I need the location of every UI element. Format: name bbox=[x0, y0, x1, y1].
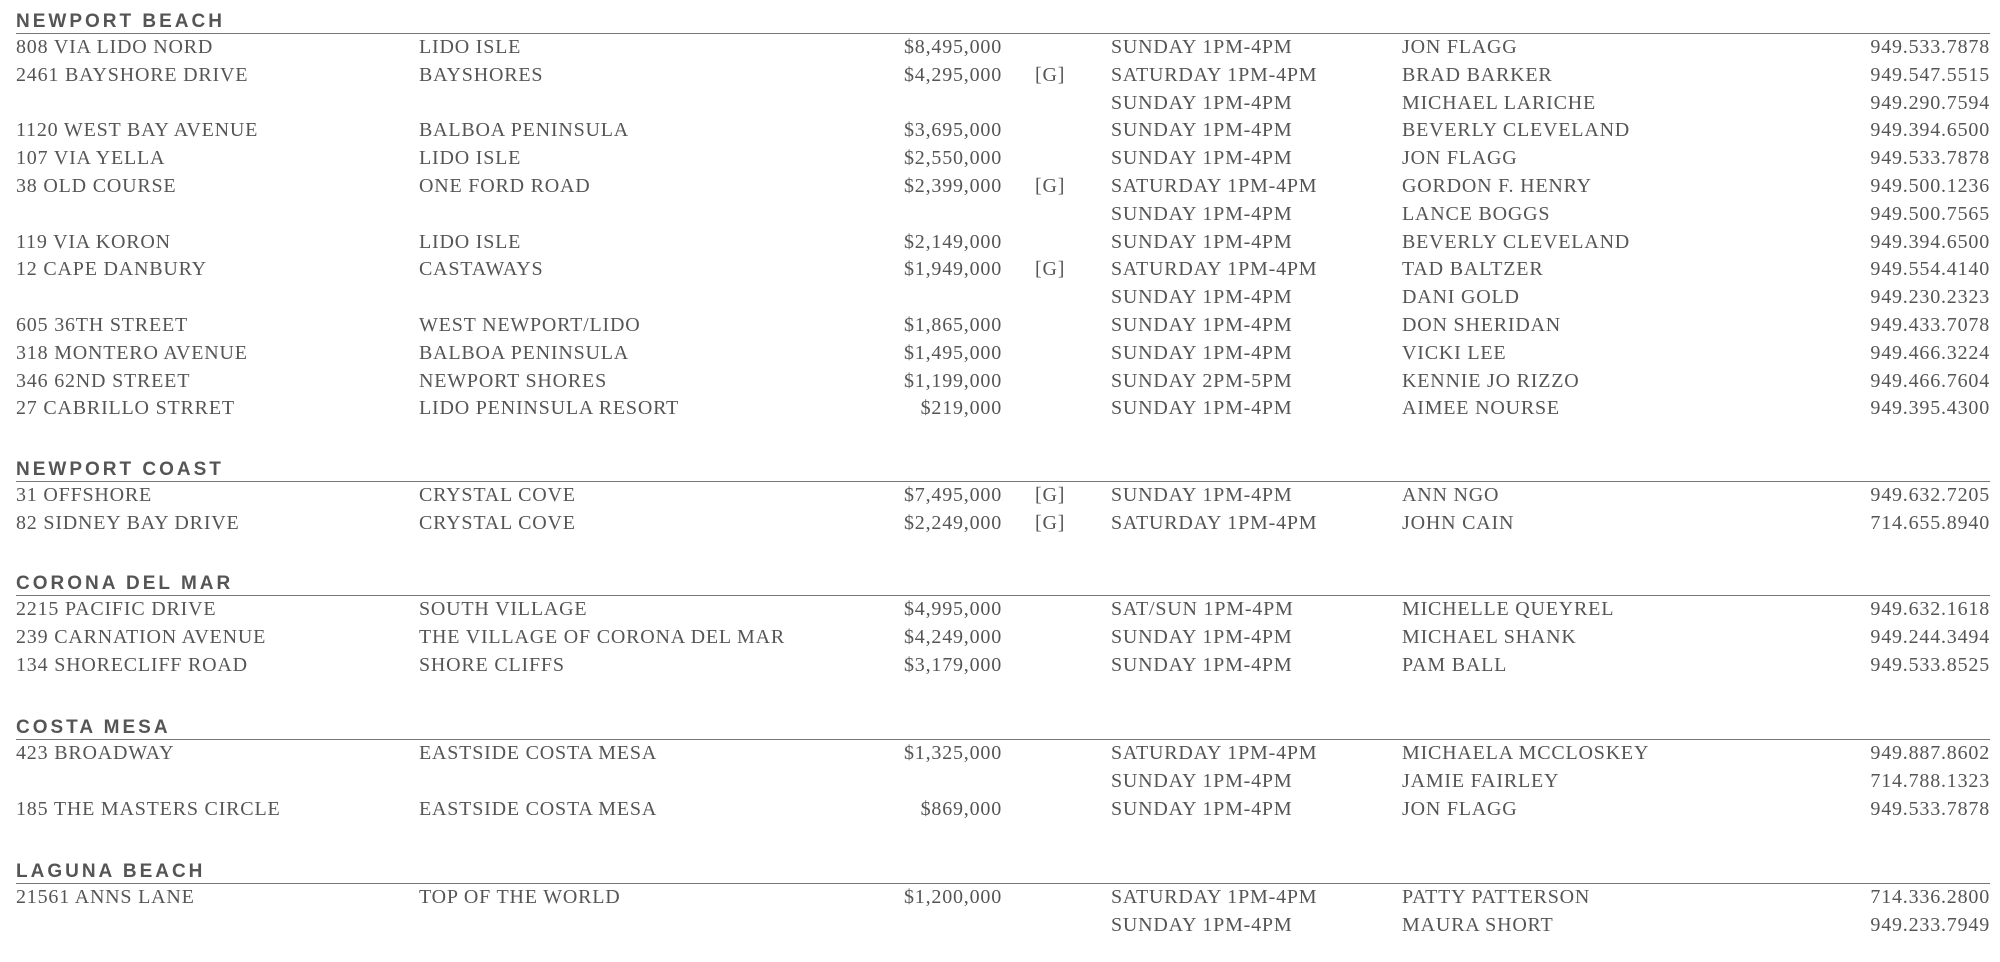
table-row bbox=[16, 256, 1990, 284]
table-row bbox=[16, 884, 1990, 912]
table-row bbox=[16, 62, 1990, 90]
listing-address: 119 VIA KORON bbox=[16, 230, 171, 253]
open-house-time: SUNDAY 1PM-4PM bbox=[1111, 769, 1293, 792]
listing-area: LIDO PENINSULA RESORT bbox=[419, 397, 680, 420]
agent-phone: 949.466.3224 bbox=[1870, 341, 1990, 364]
listing-price: $219,000 bbox=[920, 397, 1002, 420]
open-house-time: SATURDAY 1PM-4PM bbox=[1111, 174, 1318, 197]
open-house-time: SATURDAY 1PM-4PM bbox=[1111, 742, 1318, 764]
agent-phone: 949.533.8525 bbox=[1870, 653, 1990, 676]
open-house-time: SATURDAY 1PM-4PM bbox=[1111, 886, 1318, 908]
agent-name: DON SHERIDAN bbox=[1402, 313, 1562, 336]
listing-address: 21561 ANNS LANE bbox=[16, 886, 195, 908]
listing-address: 107 VIA YELLA bbox=[16, 147, 166, 170]
table-row bbox=[16, 368, 1990, 396]
agent-name: AIMEE NOURSE bbox=[1402, 397, 1560, 420]
agent-name: GORDON F. HENRY bbox=[1402, 174, 1592, 197]
listing-area: CRYSTAL COVE bbox=[419, 484, 576, 506]
agent-phone: 714.788.1323 bbox=[1870, 769, 1990, 792]
section-heading: NEWPORT COAST bbox=[16, 459, 1990, 482]
listing-area: TOP OF THE WORLD bbox=[419, 886, 621, 908]
listing-price: $4,295,000 bbox=[904, 63, 1002, 86]
table-row bbox=[16, 768, 1990, 796]
agent-name: BRAD BARKER bbox=[1402, 63, 1553, 86]
listing-mark: [G] bbox=[1035, 511, 1066, 534]
table-row bbox=[16, 229, 1990, 257]
listing-price: $2,149,000 bbox=[904, 230, 1002, 253]
agent-phone: 714.336.2800 bbox=[1870, 886, 1990, 908]
agent-name: BEVERLY CLEVELAND bbox=[1402, 230, 1631, 253]
agent-name: TAD BALTZER bbox=[1402, 258, 1544, 281]
listing-address: 31 OFFSHORE bbox=[16, 484, 153, 506]
agent-phone: 949.290.7594 bbox=[1870, 91, 1990, 114]
agent-name: MICHAEL LARICHE bbox=[1402, 91, 1597, 114]
open-house-time: SAT/SUN 1PM-4PM bbox=[1111, 598, 1294, 620]
listing-address: 346 62ND STREET bbox=[16, 369, 191, 392]
listing-price: $2,399,000 bbox=[904, 174, 1002, 197]
agent-name: MICHAELA MCCLOSKEY bbox=[1402, 742, 1650, 764]
listing-area: WEST NEWPORT/LIDO bbox=[419, 313, 641, 336]
listing-price: $1,865,000 bbox=[904, 313, 1002, 336]
agent-phone: 949.500.1236 bbox=[1870, 174, 1990, 197]
table-row bbox=[16, 912, 1990, 940]
open-house-time: SUNDAY 1PM-4PM bbox=[1111, 147, 1293, 170]
table-row bbox=[16, 482, 1990, 510]
listing-address: 2215 PACIFIC DRIVE bbox=[16, 598, 217, 620]
listing-price: $1,200,000 bbox=[904, 886, 1002, 908]
listing-price: $1,495,000 bbox=[904, 341, 1002, 364]
agent-name: PATTY PATTERSON bbox=[1402, 886, 1591, 908]
agent-phone: 949.394.6500 bbox=[1870, 230, 1990, 253]
open-house-time: SUNDAY 1PM-4PM bbox=[1111, 397, 1293, 420]
open-house-time: SUNDAY 1PM-4PM bbox=[1111, 797, 1293, 820]
section-corona-del-mar bbox=[16, 573, 1990, 679]
listing-address: 605 36TH STREET bbox=[16, 313, 188, 336]
agent-name: BEVERLY CLEVELAND bbox=[1402, 119, 1631, 142]
listing-area: SOUTH VILLAGE bbox=[419, 598, 588, 620]
agent-phone: 949.632.1618 bbox=[1870, 598, 1990, 620]
agent-name: JON FLAGG bbox=[1402, 797, 1518, 820]
listing-address: 2461 BAYSHORE DRIVE bbox=[16, 63, 249, 86]
listing-mark: [G] bbox=[1035, 63, 1066, 86]
listing-mark: [G] bbox=[1035, 174, 1066, 197]
listing-address: 82 SIDNEY BAY DRIVE bbox=[16, 511, 240, 534]
agent-name: LANCE BOGGS bbox=[1402, 202, 1551, 225]
agent-phone: 949.554.4140 bbox=[1870, 258, 1990, 281]
open-house-time: SUNDAY 1PM-4PM bbox=[1111, 119, 1293, 142]
listing-area: LIDO ISLE bbox=[419, 36, 522, 58]
agent-name: DANI GOLD bbox=[1402, 286, 1520, 309]
agent-phone: 949.887.8602 bbox=[1870, 742, 1990, 764]
open-house-time: SUNDAY 1PM-4PM bbox=[1111, 202, 1293, 225]
agent-name: ANN NGO bbox=[1402, 484, 1500, 506]
listing-price: $4,995,000 bbox=[904, 598, 1002, 620]
agent-name: KENNIE JO RIZZO bbox=[1402, 369, 1580, 392]
agent-phone: 949.533.7878 bbox=[1870, 797, 1990, 820]
table-row bbox=[16, 796, 1990, 824]
listing-area: EASTSIDE COSTA MESA bbox=[419, 742, 658, 764]
table-row bbox=[16, 34, 1990, 62]
open-house-time: SUNDAY 1PM-4PM bbox=[1111, 230, 1293, 253]
section-heading: NEWPORT BEACH bbox=[16, 11, 1990, 34]
listing-area: EASTSIDE COSTA MESA bbox=[419, 797, 658, 820]
listing-area: LIDO ISLE bbox=[419, 147, 522, 170]
listing-price: $3,695,000 bbox=[904, 119, 1002, 142]
table-row bbox=[16, 145, 1990, 173]
listing-mark: [G] bbox=[1035, 484, 1066, 506]
listing-area: SHORE CLIFFS bbox=[419, 653, 565, 676]
section-heading: COSTA MESA bbox=[16, 717, 1990, 740]
table-row bbox=[16, 284, 1990, 312]
listing-price: $8,495,000 bbox=[904, 36, 1002, 58]
listing-address: 808 VIA LIDO NORD bbox=[16, 36, 214, 58]
agent-name: JON FLAGG bbox=[1402, 147, 1518, 170]
agent-phone: 949.233.7949 bbox=[1870, 913, 1990, 936]
agent-phone: 949.394.6500 bbox=[1870, 119, 1990, 142]
table-row bbox=[16, 117, 1990, 145]
open-house-time: SUNDAY 1PM-4PM bbox=[1111, 484, 1293, 506]
listing-address: 185 THE MASTERS CIRCLE bbox=[16, 797, 281, 820]
table-row bbox=[16, 395, 1990, 423]
open-house-time: SUNDAY 2PM-5PM bbox=[1111, 369, 1293, 392]
agent-name: JOHN CAIN bbox=[1402, 511, 1515, 534]
open-house-time: SUNDAY 1PM-4PM bbox=[1111, 341, 1293, 364]
section-newport-coast bbox=[16, 459, 1990, 538]
listing-price: $3,179,000 bbox=[904, 653, 1002, 676]
agent-phone: 949.533.7878 bbox=[1870, 36, 1990, 58]
agent-name: JAMIE FAIRLEY bbox=[1402, 769, 1560, 792]
listing-address: 1120 WEST BAY AVENUE bbox=[16, 119, 259, 142]
listing-area: BALBOA PENINSULA bbox=[419, 119, 630, 142]
table-row bbox=[16, 173, 1990, 201]
agent-name: MICHELLE QUEYREL bbox=[1402, 598, 1615, 620]
listing-price: $1,325,000 bbox=[904, 742, 1002, 764]
listing-price: $869,000 bbox=[920, 797, 1002, 820]
section-heading: CORONA DEL MAR bbox=[16, 573, 1990, 596]
table-row bbox=[16, 90, 1990, 118]
agent-phone: 949.500.7565 bbox=[1870, 202, 1990, 225]
listing-area: CRYSTAL COVE bbox=[419, 511, 576, 534]
agent-phone: 949.433.7078 bbox=[1870, 313, 1990, 336]
agent-phone: 949.395.4300 bbox=[1870, 397, 1990, 420]
open-house-time: SUNDAY 1PM-4PM bbox=[1111, 313, 1293, 336]
open-house-time: SUNDAY 1PM-4PM bbox=[1111, 286, 1293, 309]
listing-price: $1,199,000 bbox=[904, 369, 1002, 392]
open-house-time: SATURDAY 1PM-4PM bbox=[1111, 63, 1318, 86]
open-house-time: SUNDAY 1PM-4PM bbox=[1111, 913, 1293, 936]
table-row bbox=[16, 510, 1990, 538]
listing-price: $4,249,000 bbox=[904, 625, 1002, 648]
agent-name: VICKI LEE bbox=[1402, 341, 1507, 364]
open-house-time: SATURDAY 1PM-4PM bbox=[1111, 258, 1318, 281]
listing-address: 134 SHORECLIFF ROAD bbox=[16, 653, 248, 676]
listing-address: 318 MONTERO AVENUE bbox=[16, 341, 248, 364]
listing-price: $1,949,000 bbox=[904, 258, 1002, 281]
listing-address: 38 OLD COURSE bbox=[16, 174, 177, 197]
table-row bbox=[16, 740, 1990, 768]
open-house-time: SUNDAY 1PM-4PM bbox=[1111, 91, 1293, 114]
agent-phone: 949.466.7604 bbox=[1870, 369, 1990, 392]
listing-area: THE VILLAGE OF CORONA DEL MAR bbox=[419, 625, 785, 648]
agent-phone: 949.244.3494 bbox=[1870, 625, 1990, 648]
agent-phone: 949.230.2323 bbox=[1870, 286, 1990, 309]
agent-phone: 949.632.7205 bbox=[1870, 484, 1990, 506]
listing-address: 12 CAPE DANBURY bbox=[16, 258, 207, 281]
section-costa-mesa bbox=[16, 717, 1990, 823]
section-heading: LAGUNA BEACH bbox=[16, 861, 1990, 884]
section-newport-beach bbox=[16, 11, 1990, 423]
listing-price: $2,550,000 bbox=[904, 147, 1002, 170]
agent-phone: 949.547.5515 bbox=[1870, 63, 1990, 86]
agent-phone: 949.533.7878 bbox=[1870, 147, 1990, 170]
table-row bbox=[16, 340, 1990, 368]
listing-area: BALBOA PENINSULA bbox=[419, 341, 630, 364]
open-house-time: SATURDAY 1PM-4PM bbox=[1111, 511, 1318, 534]
open-house-time: SUNDAY 1PM-4PM bbox=[1111, 625, 1293, 648]
agent-name: MAURA SHORT bbox=[1402, 913, 1554, 936]
table-row bbox=[16, 652, 1990, 680]
open-house-time: SUNDAY 1PM-4PM bbox=[1111, 36, 1293, 58]
open-house-time: SUNDAY 1PM-4PM bbox=[1111, 653, 1293, 676]
table-row bbox=[16, 201, 1990, 229]
table-row bbox=[16, 312, 1990, 340]
table-row bbox=[16, 624, 1990, 652]
listing-area: LIDO ISLE bbox=[419, 230, 522, 253]
listing-area: ONE FORD ROAD bbox=[419, 174, 591, 197]
listing-address: 27 CABRILLO STRRET bbox=[16, 397, 235, 420]
listing-price: $7,495,000 bbox=[904, 484, 1002, 506]
section-laguna-beach bbox=[16, 861, 1990, 940]
agent-name: MICHAEL SHANK bbox=[1402, 625, 1577, 648]
listing-address: 239 CARNATION AVENUE bbox=[16, 625, 267, 648]
agent-name: JON FLAGG bbox=[1402, 36, 1518, 58]
listing-mark: [G] bbox=[1035, 258, 1066, 281]
agent-name: PAM BALL bbox=[1402, 653, 1508, 676]
listing-area: BAYSHORES bbox=[419, 63, 544, 86]
listing-price: $2,249,000 bbox=[904, 511, 1002, 534]
listing-area: NEWPORT SHORES bbox=[419, 369, 607, 392]
table-row bbox=[16, 596, 1990, 624]
listing-area: CASTAWAYS bbox=[419, 258, 544, 281]
agent-phone: 714.655.8940 bbox=[1870, 511, 1990, 534]
listing-address: 423 BROADWAY bbox=[16, 742, 175, 764]
